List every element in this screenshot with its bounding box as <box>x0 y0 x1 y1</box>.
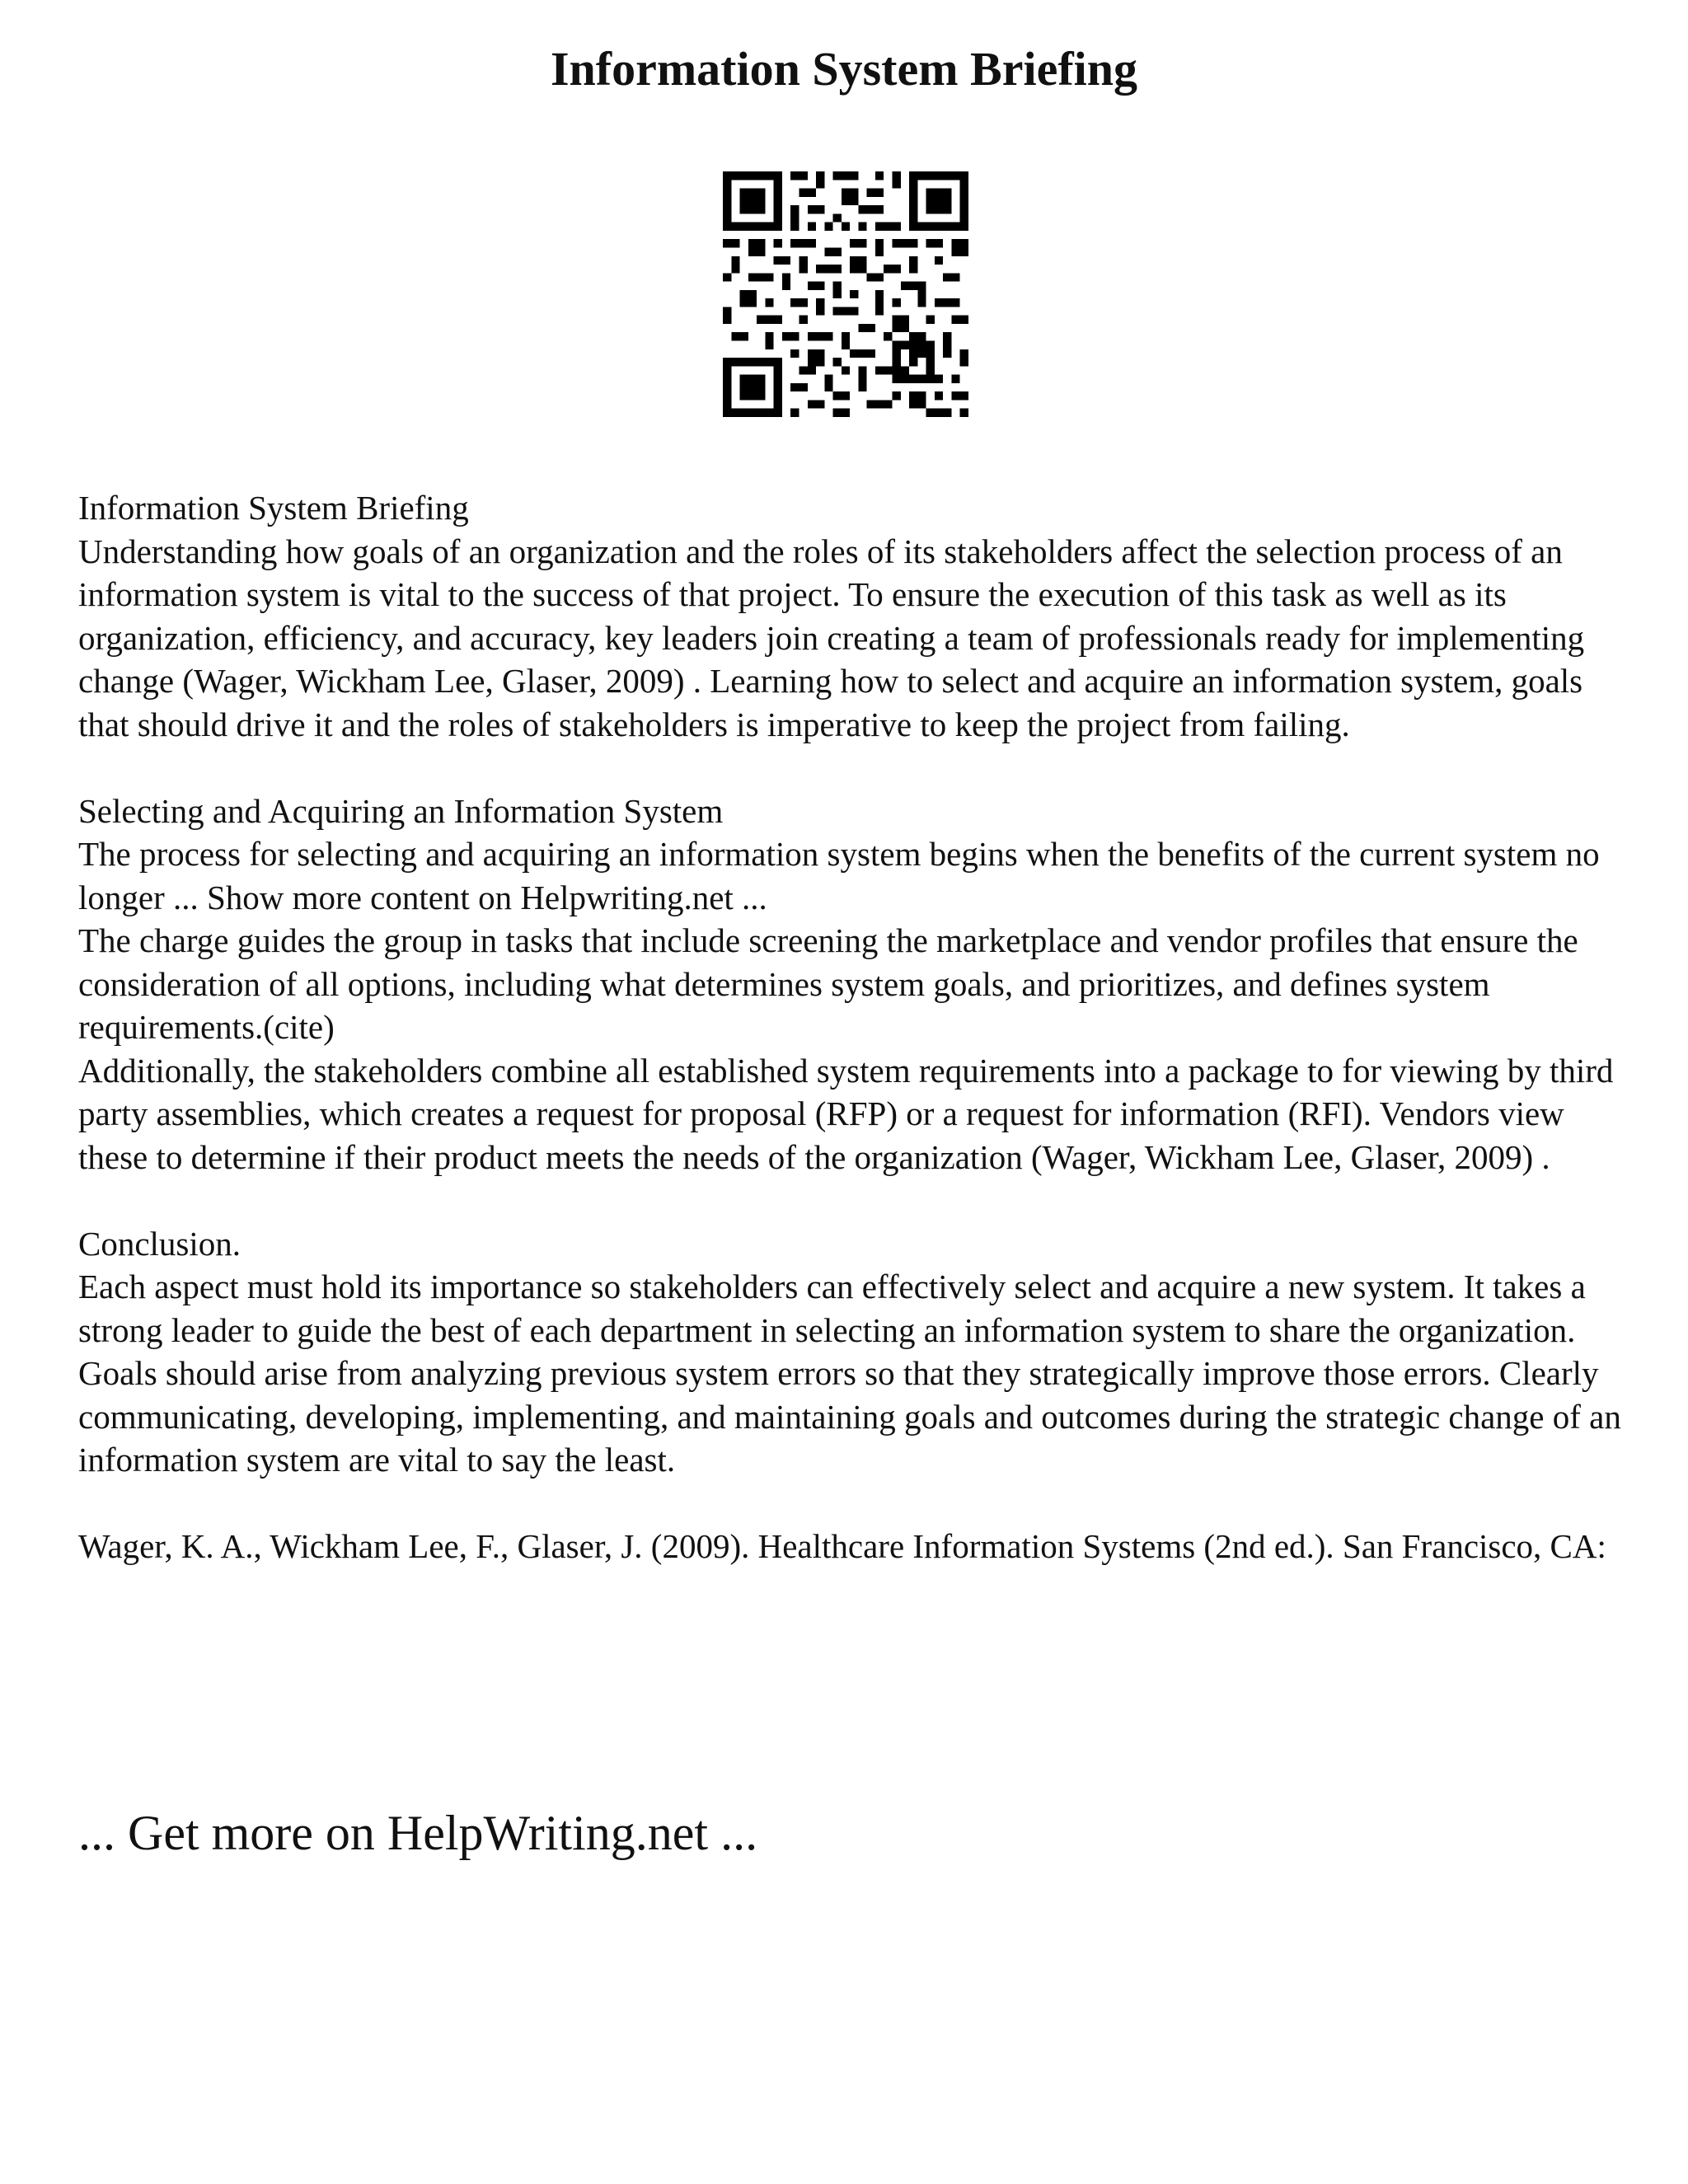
section-heading-conclusion: Conclusion. <box>78 1224 241 1263</box>
qr-code <box>723 171 968 417</box>
intro-paragraph: Understanding how goals of an organization and the roles of its stakeholders affect the selection process of an information system is vital to the success of that project. To ensure the execution of this task as well as its organization, efficiency, and accuracy, key leaders join creating a team of professionals ready for implementing change (Wager, Wickham Lee, Glaser, 2009) . Learning how to select and acquire an information system, goals that should drive it and the roles of stakeholders is imperative to keep the project from failing. <box>78 532 1585 743</box>
section-heading-selecting: Selecting and Acquiring an Information System <box>78 791 724 830</box>
reference-citation: Wager, K. A., Wickham Lee, F., Glaser, J. (2009). Healthcare Information Systems (2nd ed.). San Francisco, CA: <box>78 1527 1606 1565</box>
conclusion-paragraph: Each aspect must hold its importance so stakeholders can effectively select and acquire a new system. It takes a strong leader to guide the best of each department in selecting an information system to share the organization. Goals should arise from analyzing previous system errors so that they strategically improve those errors. Clearly communicating, developing, implementing, and maintaining goals and outcomes during the strategic change of an information system are vital to say the least. <box>78 1268 1621 1479</box>
page-title: Information System Briefing <box>550 42 1138 96</box>
get-more-link[interactable]: ... Get more on HelpWriting.net ... <box>78 1806 758 1860</box>
selecting-paragraph-2: The charge guides the group in tasks that include screening the marketplace and vendor profiles that ensure the consideration of all options, including what determines system goals, and prioritizes, and defines system requirements.(cite) <box>78 921 1578 1046</box>
selecting-paragraph-3: Additionally, the stakeholders combine all established system requirements into a package to for viewing by third party assemblies, which creates a request for proposal (RFP) or a request for information (RFI). Vendors view these to determine if their product meets the needs of the organization (Wager, Wickham Lee, Glaser, 2009) . <box>78 1051 1614 1176</box>
selecting-paragraph-1: The process for selecting and acquiring an information system begins when the benefits of the current system no longer ... Show more content on Helpwriting.net ... <box>78 835 1600 916</box>
qr-code-icon <box>723 171 968 417</box>
article-body <box>78 486 1628 1568</box>
section-heading-intro: Information System Briefing <box>78 489 469 527</box>
